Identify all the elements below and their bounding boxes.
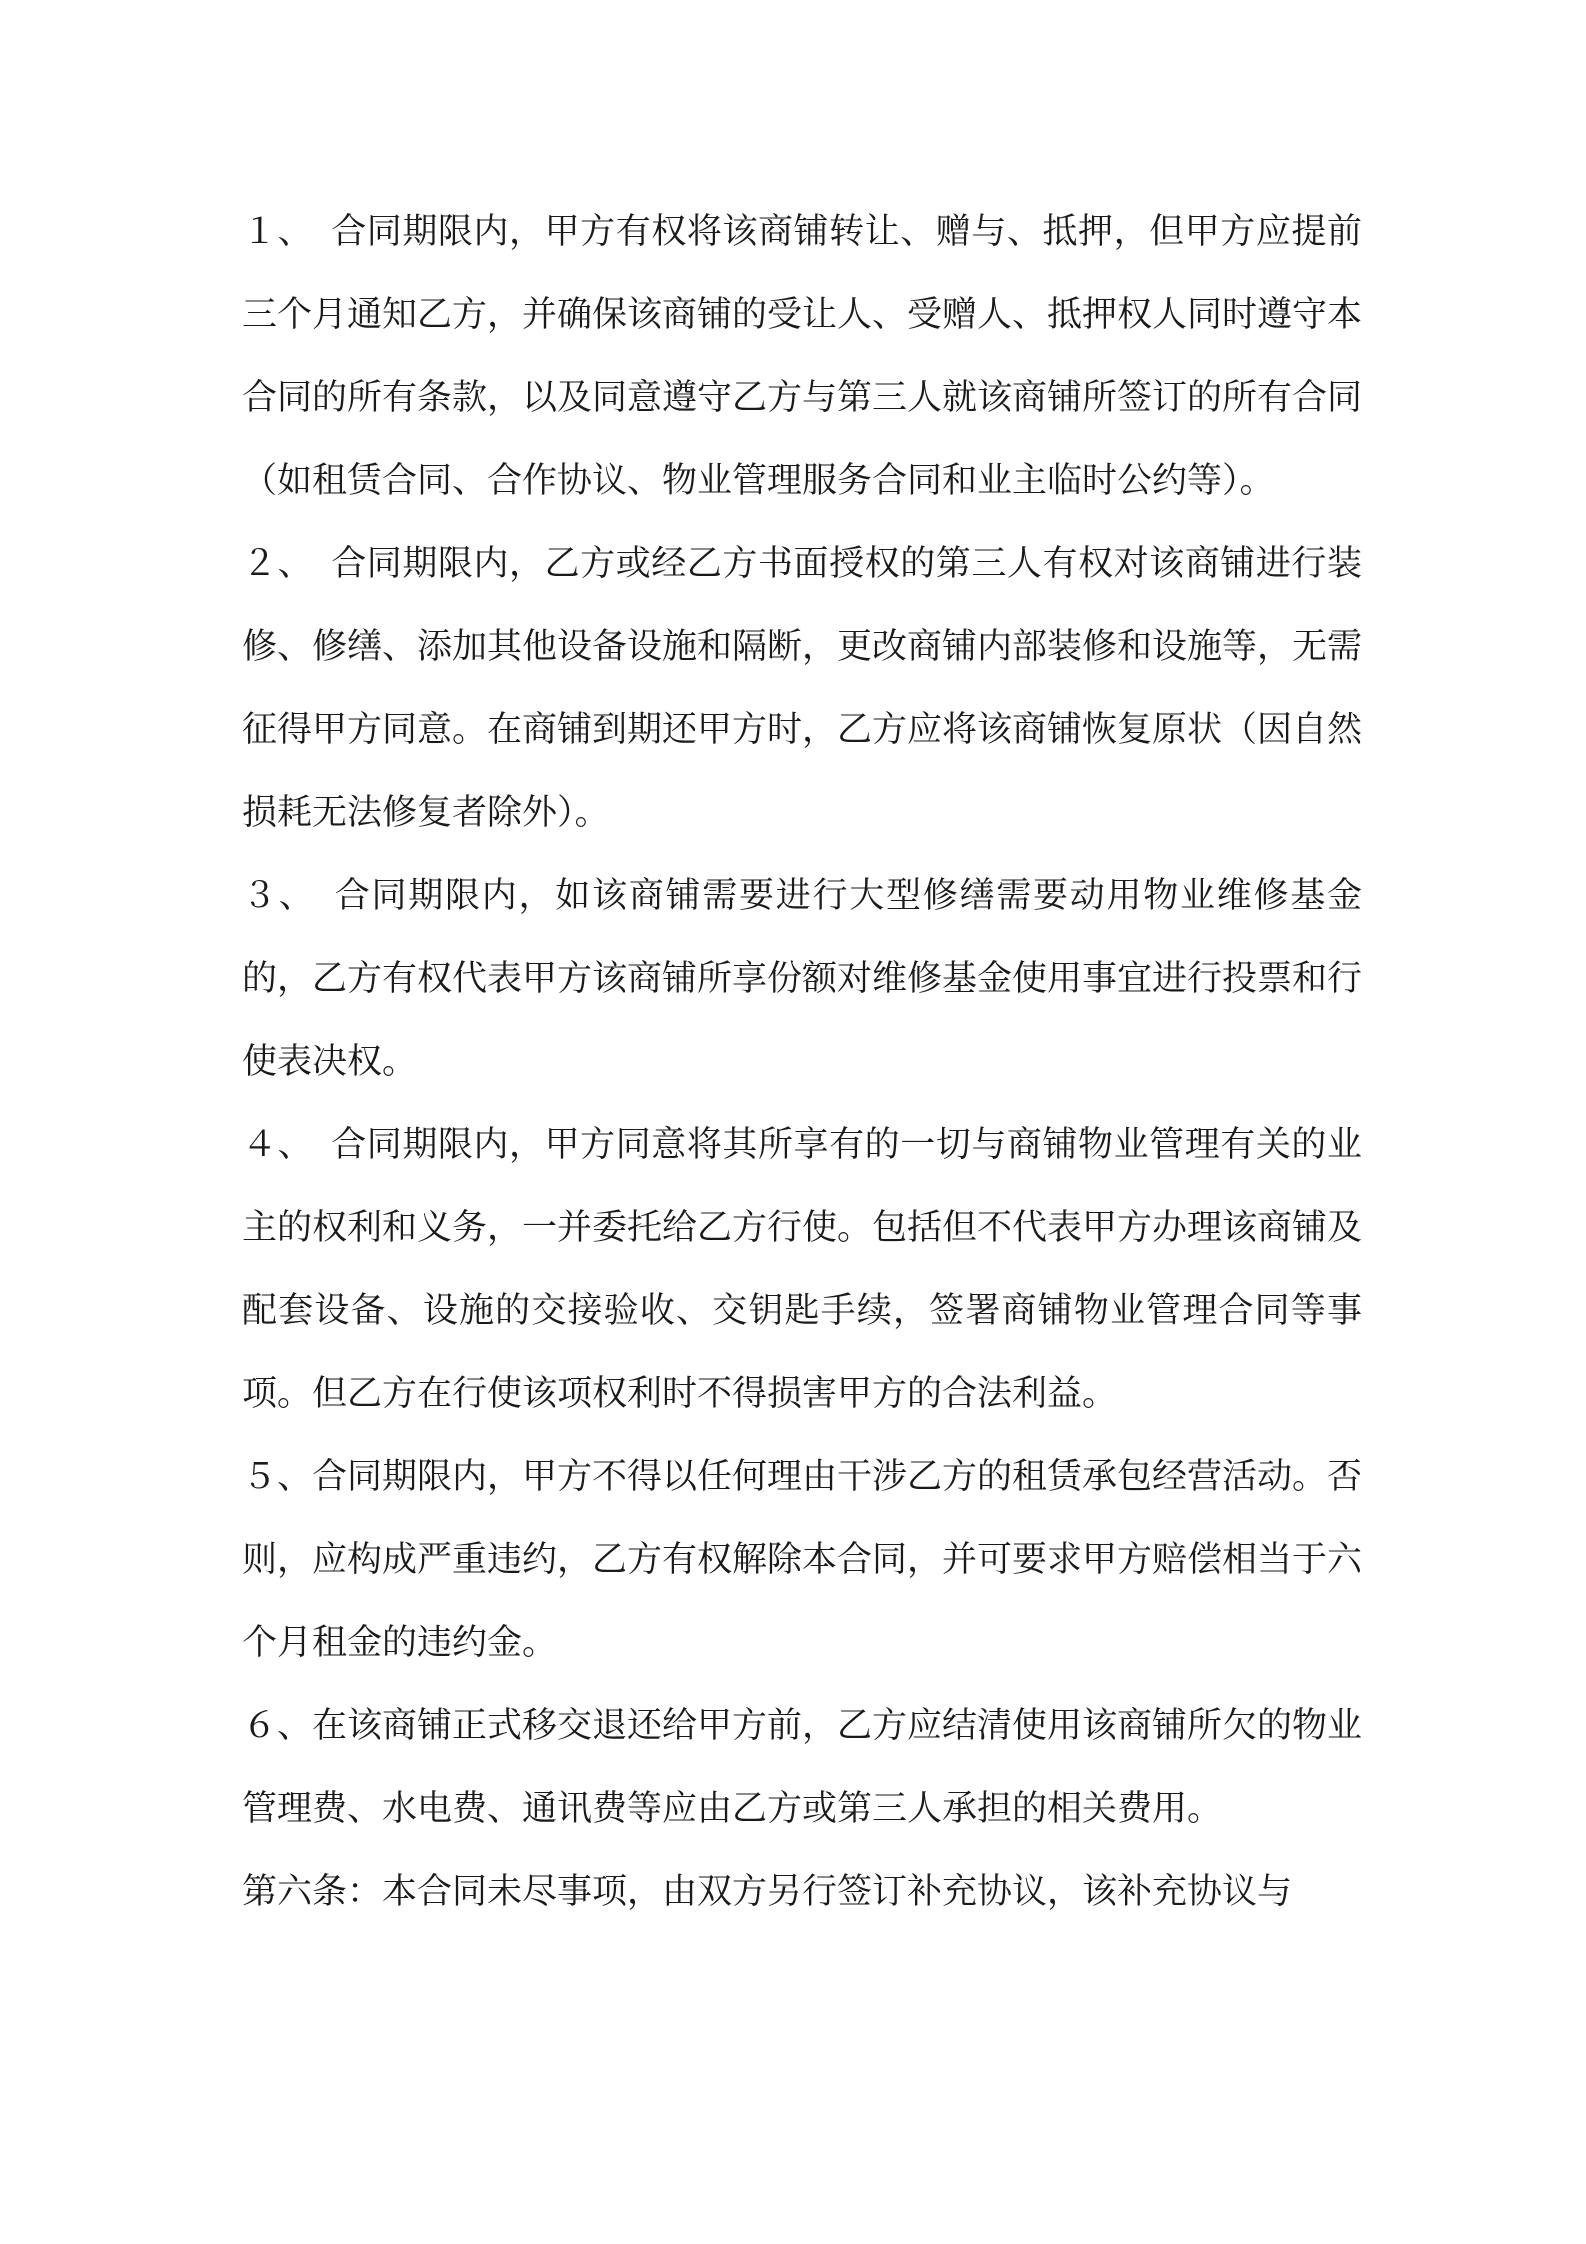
article-6: 第六条：本合同未尽事项，由双方另行签订补充协议，该补充协议与 (242, 1872, 1293, 1912)
clause-5: ５、合同期限内，甲方不得以任何理由干涉乙方的租赁承包经营活动。否则，应构成严重违约，乙方有权解除本合同，并可要求甲方赔偿相当于六个月租金的违约金。 (242, 1457, 1363, 1663)
clause-6: ６、在该商铺正式移交退还给甲方前，乙方应结清使用该商铺所欠的物业管理费、水电费、通讯费等应由乙方或第三人承担的相关费用。 (242, 1706, 1363, 1829)
clause-1: １、 合同期限内，甲方有权将该商铺转让、赠与、抵押，但甲方应提前三个月通知乙方，并确保该商铺的受让人、受赠人、抵押权人同时遵守本合同的所有条款，以及同意遵守乙方与第三人就该商铺所签订的所有合同（如租赁合同、合作协议、物业管理服务合同和业主临时公约等）。 (242, 212, 1363, 501)
clause-4: ４、 合同期限内，甲方同意将其所享有的一切与商铺物业管理有关的业主的权利和义务，一并委托给乙方行使。包括但不代表甲方办理该商铺及配套设备、设施的交接验收、交钥匙手续，签署商铺物业管理合同等事项。但乙方在行使该项权利时不得损害甲方的合法利益。 (242, 1125, 1363, 1414)
contract-body (242, 191, 1362, 1934)
clause-2: ２、 合同期限内，乙方或经乙方书面授权的第三人有权对该商铺进行装修、修缮、添加其他设备设施和隔断，更改商铺内部装修和设施等，无需征得甲方同意。在商铺到期还甲方时，乙方应将该商铺恢复原状（因自然损耗无法修复者除外）。 (242, 544, 1363, 833)
clause-3: ３、 合同期限内，如该商铺需要进行大型修缮需要动用物业维修基金的，乙方有权代表甲方该商铺所享份额对维修基金使用事宜进行投票和行使表决权。 (242, 876, 1363, 1082)
